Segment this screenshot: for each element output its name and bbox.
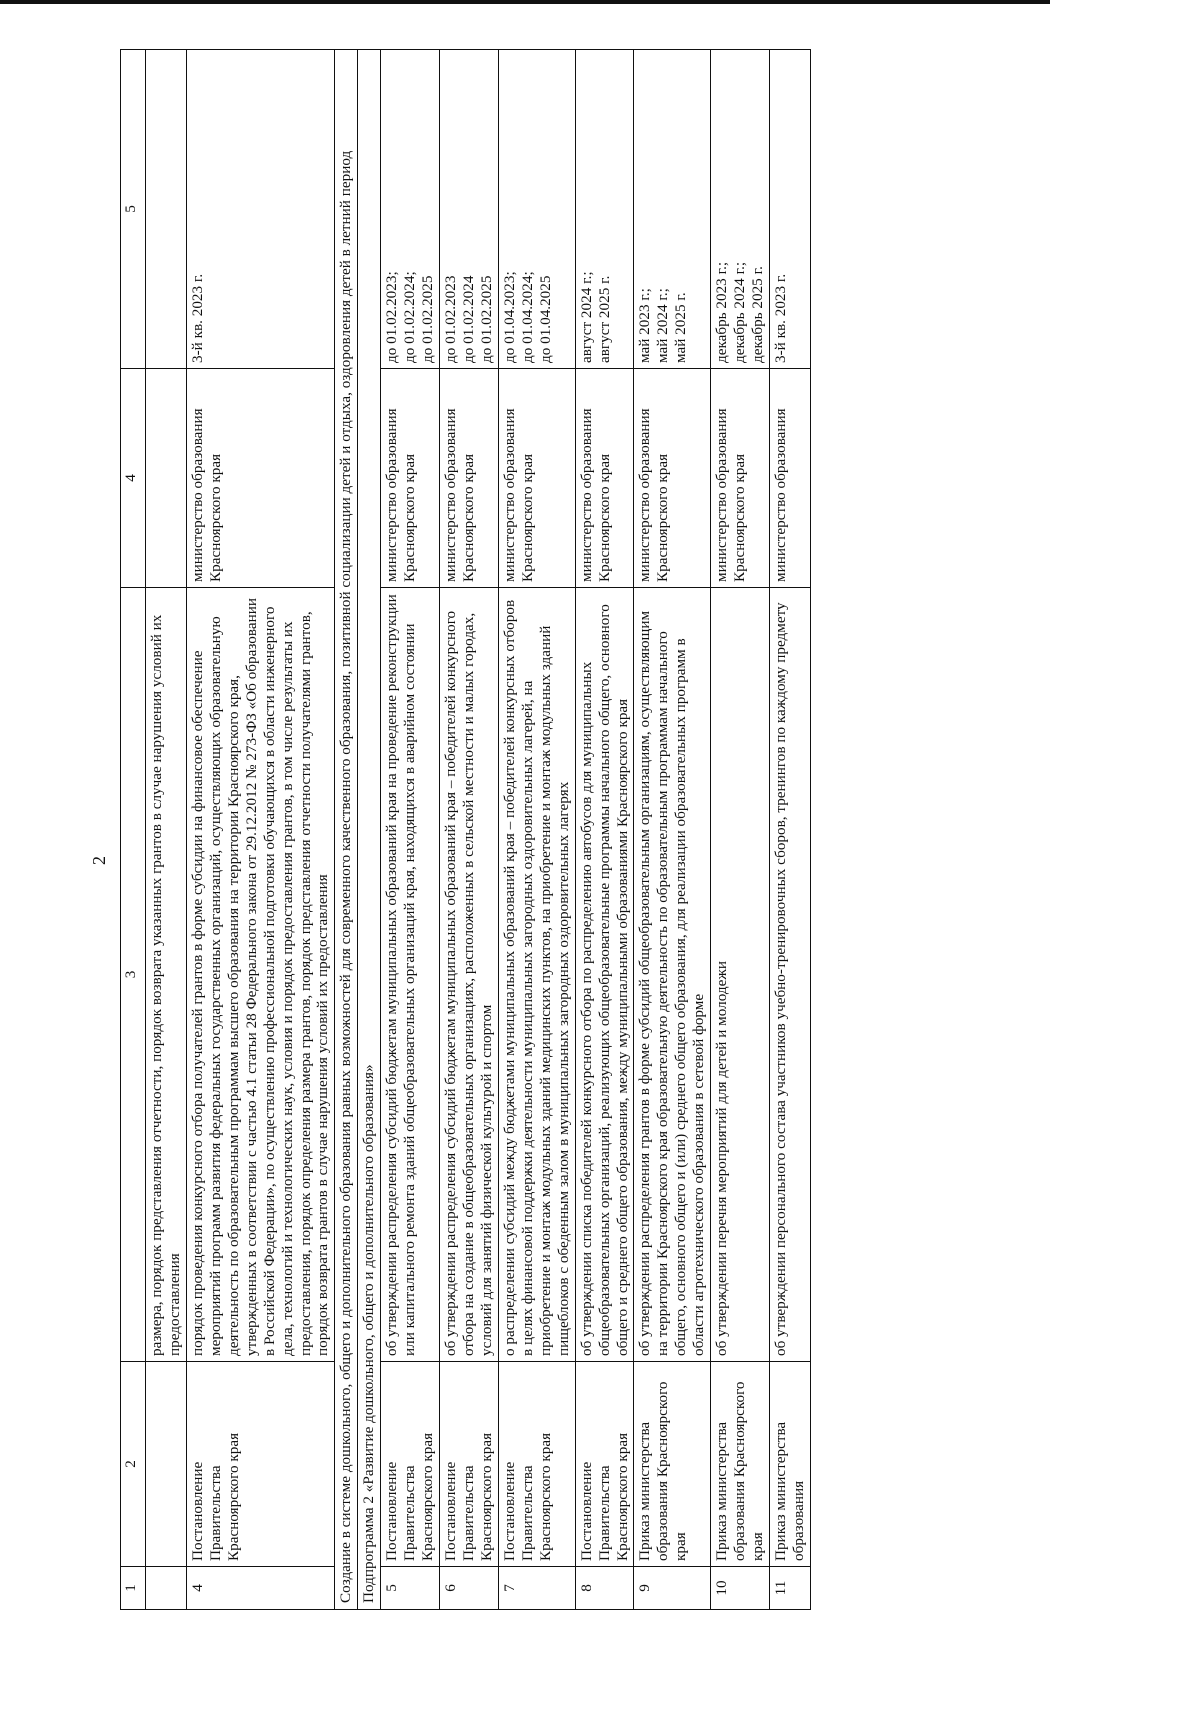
responsible-body: министерство образования Красноярского края — [440, 369, 499, 588]
deadline: 3-й кв. 2023 г. — [186, 50, 335, 369]
act-name: об утверждении распределения субсидий бюджетам муниципальных образований края на проведение реконструкции или капитального ремонта зданий общеобразовательных организаций края, находящихся в аварийном состоянии — [381, 588, 440, 1362]
act-name: об утверждении списка победителей конкурсного отбора по распределению автобусов для муниципальных общеобразовательных организаций, реализующих общеобразовательные программы начального общего, основного общего и среднего общего образования, между муниципальными образованиями Красноярского края — [575, 588, 634, 1362]
section-row — [335, 50, 358, 1610]
deadline — [498, 50, 575, 369]
deadline-line: декабрь 2025 г. — [749, 266, 767, 363]
table-row — [498, 50, 575, 1610]
table-row — [711, 50, 770, 1610]
deadline-line: до 01.02.2025 — [477, 275, 495, 363]
table-row — [575, 50, 634, 1610]
document-type: Приказ министерства образования — [770, 1362, 811, 1567]
act-name: об утверждении персонального состава участников учебно-тренировочных сборов, тренингов по каждому предмету — [770, 588, 811, 1362]
deadline — [440, 50, 499, 369]
header-cell-5: 5 — [121, 50, 146, 369]
header-cell-2: 2 — [121, 1362, 146, 1567]
table-body — [121, 50, 811, 1610]
responsible-body — [146, 369, 187, 588]
section-title: Подпрограмма 2 «Развитие дошкольного, общего и дополнительного образования» — [358, 50, 381, 1610]
responsible-body: министерство образования Красноярского края — [186, 369, 335, 588]
table-row — [770, 50, 811, 1610]
deadline-line: до 01.04.2023; — [500, 271, 518, 363]
act-name: о распределении субсидий между бюджетами муниципальных образований края – победителей конкурсных отборов в целях финансовой поддержки деятельности муниципальных загородных оздоровительных лагерей, на приобретение и монтаж модульных зданий медицинских пунктов, на приобретение и монтаж модульных зданий пищеблоков с обеденным залом в муниципальных загородных оздоровительных лагерях — [498, 588, 575, 1362]
header-cell-1: 1 — [121, 1567, 146, 1610]
document-type: Постановление Правительства Красноярского края — [186, 1362, 335, 1567]
act-name: размера, порядок представления отчетности, порядок возврата указанных грантов в случае нарушения условий их предоставления — [146, 588, 187, 1362]
row-number: 6 — [440, 1567, 499, 1610]
regulatory-acts-table — [120, 49, 811, 1610]
responsible-body: министерство образования Красноярского края — [711, 369, 770, 588]
deadline — [711, 50, 770, 369]
responsible-body: министерство образования Красноярского края — [575, 369, 634, 588]
row-number: 9 — [634, 1567, 711, 1610]
row-number: 5 — [381, 1567, 440, 1610]
act-name: об утверждении распределения грантов в форме субсидий общеобразовательным организациям, осуществляющим на территории Красноярского края образовательную деятельность по образовательным программам начального общего, основного общего и (или) среднего общего образования, для реализации образовательных программ в области агротехнического образования в сетевой форме — [634, 588, 711, 1362]
deadline-line: май 2023 г.; — [636, 288, 654, 363]
deadline — [575, 50, 634, 369]
row-number — [146, 1567, 187, 1610]
act-name: об утверждении распределения субсидий бюджетам муниципальных образований края – победителей конкурсного отбора на создание в общеобразовательных организациях, расположенных в сельской местности и малых городах, условий для занятий физической культурой и спортом — [440, 588, 499, 1362]
section-title: Создание в системе дошкольного, общего и дополнительного образования равных возможностей для современного качественного образования, позитивной социализации детей и отдыха, оздоровления детей в летний период — [335, 50, 358, 1610]
document-type: Постановление Правительства Красноярского края — [498, 1362, 575, 1567]
header-row — [121, 50, 146, 1610]
deadline-line: до 01.02.2024 — [460, 275, 477, 363]
row-number: 8 — [575, 1567, 634, 1610]
document-type — [146, 1362, 187, 1567]
deadline-line: до 01.02.2025 — [419, 275, 437, 363]
rotated-table-frame — [120, 95, 1125, 1610]
deadline-line: май 2024 г.; — [654, 288, 672, 363]
header-cell-3: 3 — [121, 588, 146, 1362]
row-number: 10 — [711, 1567, 770, 1610]
deadline-line: до 01.02.2023 — [442, 275, 460, 363]
deadline-line: декабрь 2024 г.; — [731, 261, 749, 363]
deadline-line: до 01.02.2024; — [401, 271, 419, 363]
page-number: 2 — [89, 856, 109, 865]
responsible-body: министерство образования Красноярского края — [634, 369, 711, 588]
table-row — [440, 50, 499, 1610]
responsible-body: министерство образования — [770, 369, 811, 588]
deadline-line: май 2025 г. — [672, 292, 690, 363]
deadline-line: декабрь 2023 г.; — [713, 261, 731, 363]
table-row — [634, 50, 711, 1610]
table-row — [146, 50, 187, 1610]
header-cell-4: 4 — [121, 369, 146, 588]
row-number: 4 — [186, 1567, 335, 1610]
section-row — [358, 50, 381, 1610]
document-type: Приказ министерства образования Красноярского края — [711, 1362, 770, 1567]
document-type: Постановление Правительства Красноярского края — [381, 1362, 440, 1567]
deadline — [634, 50, 711, 369]
deadline-line: до 01.04.2024; — [518, 271, 536, 363]
deadline: 3-й кв. 2023 г. — [770, 50, 811, 369]
act-name: об утверждении перечня мероприятий для детей и молодежи — [711, 588, 770, 1362]
row-number: 11 — [770, 1567, 811, 1610]
table-row — [186, 50, 335, 1610]
document-type: Приказ министерства образования Красноярского края — [634, 1362, 711, 1567]
deadline-line: до 01.02.2023; — [383, 271, 401, 363]
responsible-body: министерство образования Красноярского края — [381, 369, 440, 588]
document-type: Постановление Правительства Красноярского края — [440, 1362, 499, 1567]
row-number: 7 — [498, 1567, 575, 1610]
responsible-body: министерство образования Красноярского края — [498, 369, 575, 588]
deadline — [381, 50, 440, 369]
table-row — [381, 50, 440, 1610]
document-type: Постановление Правительства Красноярского края — [575, 1362, 634, 1567]
top-border-line — [0, 0, 1050, 4]
deadline-line: август 2024 г.; — [577, 271, 595, 363]
deadline-line: август 2025 г. — [595, 275, 613, 363]
act-name: порядок проведения конкурсного отбора получателей грантов в форме субсидии на финансовое обеспечение мероприятий программ развития федеральных государственных организаций, осуществляющих образовательную деятельность по образовательным программам высшего образования на территории Красноярского края, утвержденных в соответствии с частью 4.1 статьи 28 Федерального закона от 29.12.2012 № 273-ФЗ «Об образовании в Российской Федерации», по осуществлению профессиональной подготовки обучающихся в области инженерного дела, технологий и технологических наук, условия и порядок предоставления грантов, в том числе результаты их предоставления, порядок определения размера грантов, порядок представления отчетности получателями грантов, порядок возврата грантов в случае нарушения условий их предоставления — [186, 588, 335, 1362]
deadline — [146, 50, 187, 369]
deadline-line: до 01.04.2025 — [536, 275, 554, 363]
